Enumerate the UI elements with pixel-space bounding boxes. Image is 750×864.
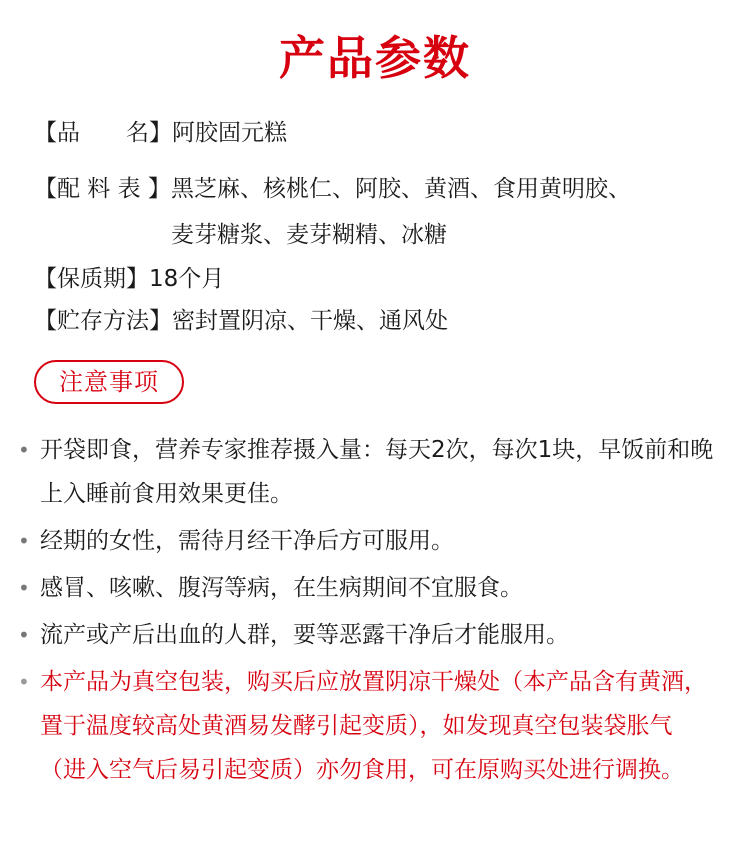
note-text: 本产品为真空包装，购买后应放置阴凉干燥处（本产品含有黄酒，置于温度较高处黄酒易发酵引起变质），如发现真空包装袋胀气（进入空气后易引起变质）亦勿食用，可在原购买处进行调换。 <box>40 669 707 783</box>
bullet-icon: • <box>18 670 30 694</box>
param-value-line: 黑芝麻、核桃仁、阿胶、黄酒、食用黄明胶、 <box>170 176 631 202</box>
bullet-icon: • <box>18 438 30 462</box>
param-row-storage <box>34 306 448 336</box>
note-text: 开袋即食，营养专家推荐摄入量：每天2次，每次1块，早饭前和晚上入睡前食用效果更佳。 <box>40 437 714 507</box>
page-title: 产品参数 <box>279 31 471 85</box>
param-label: 【配 料 表 】 <box>34 176 171 202</box>
note-item <box>18 613 718 657</box>
param-value: 阿胶固元糕 <box>172 120 287 146</box>
param-row-ingredients <box>34 166 631 258</box>
param-label: 【品 名】 <box>34 120 172 146</box>
param-value: 18个月 <box>149 266 225 292</box>
bullet-icon: • <box>18 623 30 647</box>
warning-note-item <box>18 660 718 792</box>
note-item <box>18 519 718 563</box>
param-label: 【贮存方法】 <box>34 308 172 334</box>
note-text: 流产或产后出血的人群，要等恶露干净后才能服用。 <box>40 622 569 648</box>
bullet-icon: • <box>18 576 30 600</box>
param-row-shelf-life <box>34 264 224 294</box>
bullet-icon: • <box>18 529 30 553</box>
note-item <box>18 428 718 516</box>
param-value <box>171 166 631 258</box>
param-row-name <box>34 118 287 148</box>
param-value-line: 麦芽糖浆、麦芽糊精、冰糖 <box>170 222 447 248</box>
notes-list <box>18 428 718 795</box>
param-value: 密封置阴凉、干燥、通风处 <box>172 308 448 334</box>
note-text: 经期的女性，需待月经干净后方可服用。 <box>40 528 454 554</box>
notice-badge: 注意事项 <box>34 360 184 404</box>
note-text: 感冒、咳嗽、腹泻等病，在生病期间不宜服食。 <box>40 575 523 601</box>
note-item <box>18 566 718 610</box>
param-label: 【保质期】 <box>34 266 149 292</box>
